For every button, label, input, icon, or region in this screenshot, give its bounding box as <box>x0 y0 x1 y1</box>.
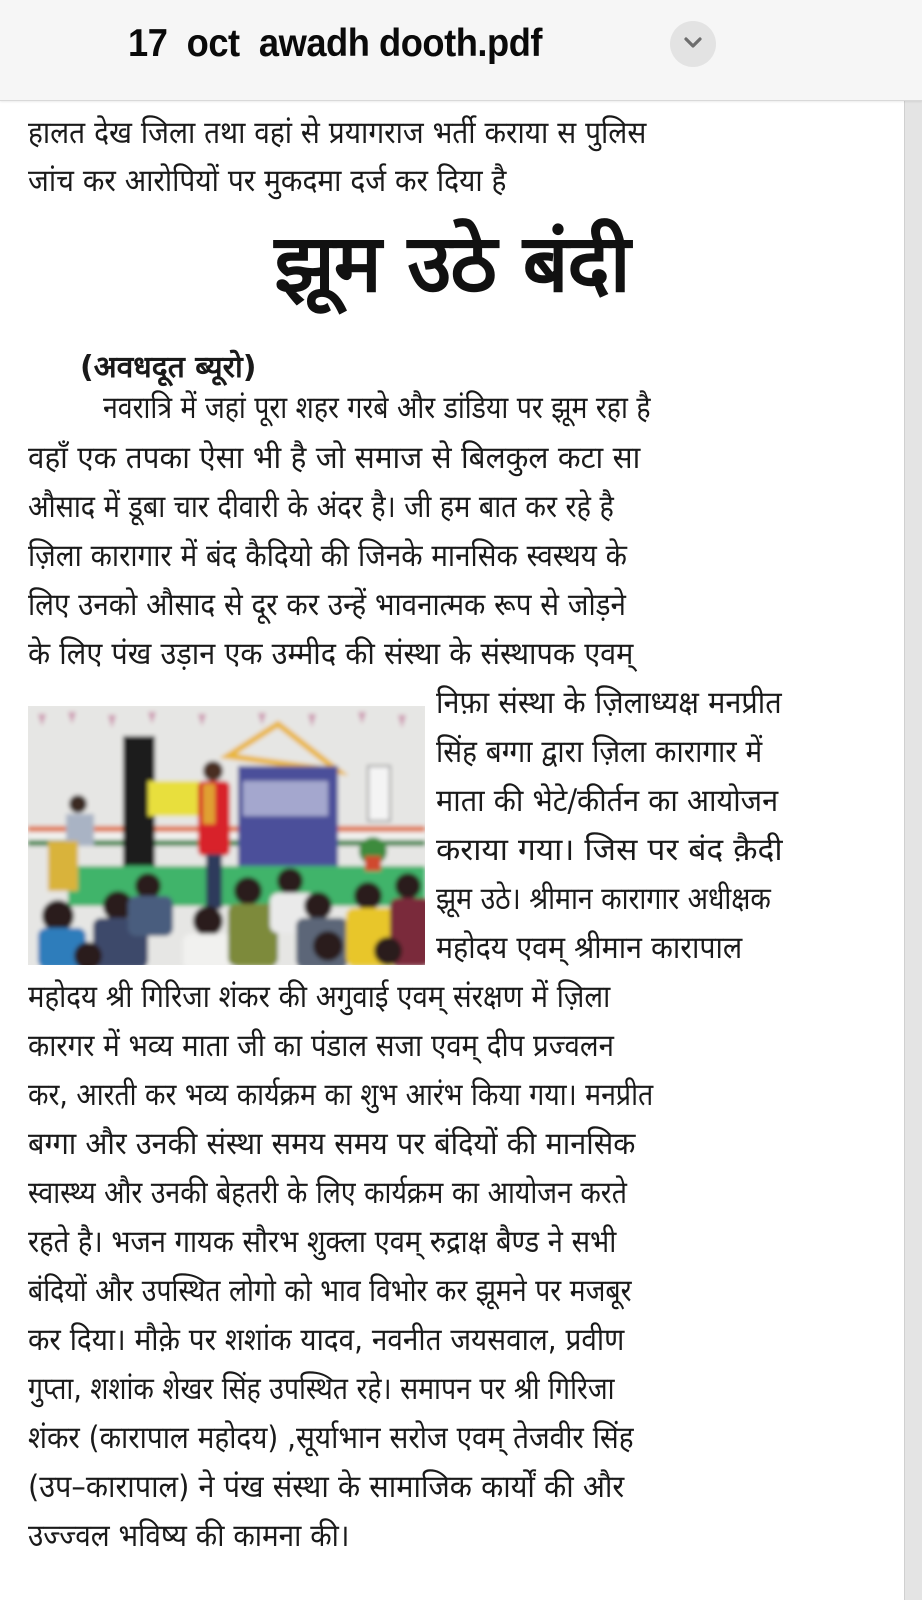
title-menu-button[interactable] <box>670 21 716 67</box>
body-line: बग्गा और उनकी संस्था समय समय पर बंदियों की मानसिक <box>28 1126 636 1162</box>
body-line: सिंह बग्गा द्वारा ज़िला कारागार में <box>436 734 763 770</box>
body-line: निफ़ा संस्था के ज़िलाध्यक्ष मनप्रीत <box>436 685 782 721</box>
continuation-line-1: हालत देख जिला तथा वहां से प्रयागराज भर्ती कराया स पुलिस <box>28 115 647 151</box>
body-line: रहते है। भजन गायक सौरभ शुक्ला एवम् रुद्राक्ष बैण्ड ने सभी <box>28 1224 617 1260</box>
body-line: शंकर (कारापाल महोदय) ,सूर्याभान सरोज एवम् तेजवीर सिंह <box>28 1420 634 1456</box>
continuation-line-2: जांच कर आरोपियों पर मुकदमा दर्ज कर दिया है <box>28 163 507 199</box>
article-byline: (अवधदूत ब्यूरो) <box>80 350 257 385</box>
body-line: वहाँ एक तपका ऐसा भी है जो समाज से बिलकुल कटा सा <box>28 440 641 476</box>
body-line: माता की भेटे/कीर्तन का आयोजन <box>436 783 779 819</box>
body-line: के लिए पंख उड़ान एक उम्मीद की संस्था के संस्थापक एवम् <box>28 636 634 672</box>
body-line: (उप–कारापाल) ने पंख संस्था के सामाजिक कार्यों की और <box>28 1469 625 1505</box>
body-line: नवरात्रि में जहां पूरा शहर गरबे और डांडिया पर झूम रहा है <box>103 390 651 426</box>
body-line: कराया गया। जिस पर बंद क़ैदी <box>436 832 783 868</box>
body-line: बंदियों और उपस्थित लोगो को भाव विभोर कर झूमने पर मजबूर <box>28 1273 632 1309</box>
body-line: झूम उठे। श्रीमान कारागार अधीक्षक <box>436 881 771 917</box>
body-line: ज़िला कारागार में बंद कैदियो की जिनके मानसिक स्वस्थय के <box>28 538 627 574</box>
body-line: लिए उनको औसाद से दूर कर उन्हें भावनात्मक रूप से जोड़ने <box>28 587 626 623</box>
body-line: कर, आरती कर भव्य कार्यक्रम का शुभ आरंभ किया गया। मनप्रीत <box>28 1077 654 1113</box>
chevron-down-icon <box>683 35 703 54</box>
article-headline: झूम उठे बंदी <box>274 217 630 310</box>
article-photo <box>28 706 425 965</box>
document-title: 17 oct awadh dooth.pdf <box>128 22 543 65</box>
document-title-bar <box>0 0 922 101</box>
body-line: उज्ज्वल भविष्य की कामना की। <box>28 1518 350 1554</box>
body-line: औसाद में डूबा चार दीवारी के अंदर है। जी हम बात कर रहे है <box>28 489 614 525</box>
body-line: गुप्ता, शशांक शेखर सिंह उपस्थित रहे। समापन पर श्री गिरिजा <box>28 1371 615 1407</box>
scrollbar-track[interactable] <box>904 101 922 1600</box>
kirtan-event-photo <box>28 706 425 965</box>
body-line: महोदय एवम् श्रीमान कारापाल <box>436 930 743 966</box>
body-line: कारगर में भव्य माता जी का पंडाल सजा एवम् दीप प्रज्वलन <box>28 1028 614 1064</box>
body-line: महोदय श्री गिरिजा शंकर की अगुवाई एवम् संरक्षण में ज़िला <box>28 979 611 1015</box>
body-line: कर दिया। मौक़े पर शशांक यादव, नवनीत जयसवाल, प्रवीण <box>28 1322 625 1358</box>
body-line: स्वास्थ्य और उनकी बेहतरी के लिए कार्यक्रम का आयोजन करते <box>28 1175 627 1211</box>
